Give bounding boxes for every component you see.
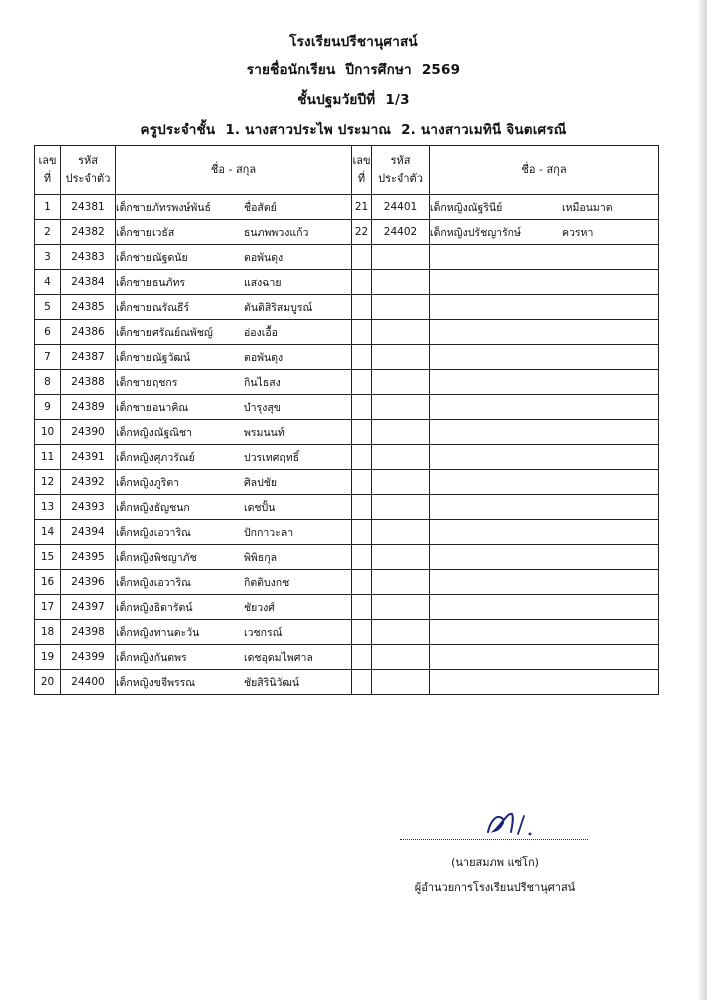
student-number: 7 xyxy=(35,345,61,370)
student-last-name: แสงฉาย xyxy=(244,276,282,289)
signer-name: (นายสมภพ แซ่โก) xyxy=(451,856,539,869)
empty-cell xyxy=(352,370,372,395)
student-name-left xyxy=(116,570,352,595)
student-name-left xyxy=(116,395,352,420)
student-last-name: ตอพันดุง xyxy=(244,351,284,364)
student-id: 24402 xyxy=(372,220,430,245)
table-row xyxy=(35,470,659,495)
student-id: 24382 xyxy=(61,220,116,245)
empty-cell xyxy=(352,645,372,670)
student-number: 21 xyxy=(352,195,372,220)
empty-cell xyxy=(430,545,659,570)
student-first-name: เด็กหญิงณัฐรินีย์ xyxy=(430,201,503,214)
academic-year-label: ปีการศึกษา xyxy=(345,62,412,78)
homeroom-teacher-line xyxy=(0,118,707,140)
header-name-right: ชื่อ - สกุล xyxy=(430,146,659,195)
student-id: 24397 xyxy=(61,595,116,620)
table-row xyxy=(35,395,659,420)
student-first-name: เด็กหญิงกันตพร xyxy=(116,651,187,664)
student-last-name: ปักกาวะลา xyxy=(244,526,294,539)
student-number: 4 xyxy=(35,270,61,295)
student-last-name: ปวรเทศฤทธิ์ xyxy=(244,451,300,464)
student-id: 24381 xyxy=(61,195,116,220)
empty-cell xyxy=(352,520,372,545)
student-last-name: เดชปั้น xyxy=(244,501,276,514)
table-row xyxy=(35,620,659,645)
student-first-name: เด็กหญิงธิดารัตน์ xyxy=(116,601,193,614)
empty-cell xyxy=(372,420,430,445)
empty-cell xyxy=(372,495,430,520)
student-id: 24392 xyxy=(61,470,116,495)
empty-cell xyxy=(430,395,659,420)
student-number: 10 xyxy=(35,420,61,445)
student-first-name: เด็กหญิงภูริตา xyxy=(116,476,180,489)
empty-cell xyxy=(372,395,430,420)
student-name-left xyxy=(116,370,352,395)
table-row xyxy=(35,445,659,470)
student-id: 24399 xyxy=(61,645,116,670)
table-row xyxy=(35,320,659,345)
table-row xyxy=(35,270,659,295)
empty-cell xyxy=(430,495,659,520)
student-id: 24401 xyxy=(372,195,430,220)
student-first-name: เด็กชายธนภัทร xyxy=(116,276,186,289)
student-number: 8 xyxy=(35,370,61,395)
student-number: 16 xyxy=(35,570,61,595)
student-last-name: พรมนนท์ xyxy=(244,426,285,439)
student-number: 9 xyxy=(35,395,61,420)
page-edge-shadow xyxy=(697,0,707,1000)
empty-cell xyxy=(430,245,659,270)
empty-cell xyxy=(430,320,659,345)
student-name-left xyxy=(116,295,352,320)
student-number: 15 xyxy=(35,545,61,570)
empty-cell xyxy=(372,570,430,595)
empty-cell xyxy=(372,345,430,370)
student-name-left xyxy=(116,645,352,670)
empty-cell xyxy=(430,470,659,495)
student-first-name: เด็กหญิงเอวาริณ xyxy=(116,526,191,539)
empty-cell xyxy=(430,345,659,370)
empty-cell xyxy=(372,520,430,545)
student-last-name: ชัยวงศ์ xyxy=(244,601,275,614)
empty-cell xyxy=(352,420,372,445)
student-name-left xyxy=(116,620,352,645)
student-last-name: ชัยสิรินิวัฒน์ xyxy=(244,676,300,689)
student-id: 24388 xyxy=(61,370,116,395)
student-first-name: เด็กหญิงณัฐณิชา xyxy=(116,426,193,439)
student-id: 24389 xyxy=(61,395,116,420)
student-number: 5 xyxy=(35,295,61,320)
student-number: 6 xyxy=(35,320,61,345)
student-last-name: บำรุงสุข xyxy=(244,401,281,414)
empty-cell xyxy=(372,245,430,270)
empty-cell xyxy=(352,245,372,270)
empty-cell xyxy=(430,645,659,670)
student-last-name: กินไธสง xyxy=(244,376,281,389)
student-name-left xyxy=(116,670,352,695)
student-last-name: พิพิธกุล xyxy=(244,551,278,564)
empty-cell xyxy=(372,270,430,295)
student-name-left xyxy=(116,245,352,270)
empty-cell xyxy=(352,270,372,295)
empty-cell xyxy=(352,395,372,420)
student-id: 24394 xyxy=(61,520,116,545)
table-row xyxy=(35,220,659,245)
header-code-left: รหัส ประจำตัว xyxy=(61,146,116,195)
student-number: 12 xyxy=(35,470,61,495)
student-name-left xyxy=(116,545,352,570)
student-first-name: เด็กชายเวธัส xyxy=(116,226,175,239)
empty-cell xyxy=(352,620,372,645)
table-row xyxy=(35,420,659,445)
student-first-name: เด็กหญิงพิชญาภัช xyxy=(116,551,197,564)
student-number: 18 xyxy=(35,620,61,645)
student-first-name: เด็กหญิงทานตะวัน xyxy=(116,626,200,639)
student-first-name: เด็กหญิงขจีพรรณ xyxy=(116,676,196,689)
header-no-left: เลข ที่ xyxy=(35,146,61,195)
student-number: 11 xyxy=(35,445,61,470)
student-last-name: ตอพันดุง xyxy=(244,251,284,264)
table-row xyxy=(35,595,659,620)
empty-cell xyxy=(352,595,372,620)
student-name-left xyxy=(116,520,352,545)
header-name-left: ชื่อ - สกุล xyxy=(116,146,352,195)
table-header-row xyxy=(35,146,659,195)
student-id: 24391 xyxy=(61,445,116,470)
student-id: 24393 xyxy=(61,495,116,520)
student-number: 22 xyxy=(352,220,372,245)
empty-cell xyxy=(372,620,430,645)
header-code-right: รหัส ประจำตัว xyxy=(372,146,430,195)
empty-cell xyxy=(352,320,372,345)
empty-cell xyxy=(372,470,430,495)
empty-cell xyxy=(352,470,372,495)
student-name-left xyxy=(116,495,352,520)
empty-cell xyxy=(430,370,659,395)
empty-cell xyxy=(430,420,659,445)
student-first-name: เด็กชายศรัณย์ณพัชญ์ xyxy=(116,326,213,339)
empty-cell xyxy=(352,345,372,370)
table-row xyxy=(35,345,659,370)
student-name-left xyxy=(116,345,352,370)
student-number: 1 xyxy=(35,195,61,220)
teacher-2: 2. นางสาวเมทินี จินตเศรณี xyxy=(401,122,567,138)
empty-cell xyxy=(372,595,430,620)
empty-cell xyxy=(352,570,372,595)
student-last-name: เวชกรณ์ xyxy=(244,626,283,639)
student-name-right xyxy=(430,195,659,220)
grade-label: ชั้นปฐมวัยปีที่ xyxy=(297,92,376,108)
empty-cell xyxy=(430,595,659,620)
table-row xyxy=(35,570,659,595)
student-first-name: เด็กหญิงธัญชนก xyxy=(116,501,190,514)
student-name-left xyxy=(116,445,352,470)
table-row xyxy=(35,295,659,320)
student-number: 20 xyxy=(35,670,61,695)
student-first-name: เด็กชายณรัณธีร์ xyxy=(116,301,190,314)
student-last-name: เดชอุดมไพศาล xyxy=(244,651,313,664)
empty-cell xyxy=(372,320,430,345)
empty-cell xyxy=(372,445,430,470)
student-last-name: เหมือนมาต xyxy=(562,201,613,214)
signer-title: ผู้อำนวยการโรงเรียนปรีชานุศาสน์ xyxy=(414,881,576,894)
student-id: 24395 xyxy=(61,545,116,570)
empty-cell xyxy=(430,445,659,470)
student-id: 24396 xyxy=(61,570,116,595)
student-last-name: ควรหา xyxy=(562,226,594,239)
empty-cell xyxy=(372,370,430,395)
empty-cell xyxy=(352,670,372,695)
table-row xyxy=(35,670,659,695)
table-row xyxy=(35,370,659,395)
empty-cell xyxy=(430,570,659,595)
table-row xyxy=(35,520,659,545)
table-row xyxy=(35,645,659,670)
empty-cell xyxy=(352,295,372,320)
student-id: 24387 xyxy=(61,345,116,370)
empty-cell xyxy=(430,520,659,545)
student-number: 13 xyxy=(35,495,61,520)
empty-cell xyxy=(430,670,659,695)
student-name-right xyxy=(430,220,659,245)
empty-cell xyxy=(372,545,430,570)
student-id: 24398 xyxy=(61,620,116,645)
teacher-label: ครูประจำชั้น xyxy=(140,122,216,138)
student-last-name: ชื่อสัตย์ xyxy=(244,201,277,214)
student-id: 24390 xyxy=(61,420,116,445)
student-first-name: เด็กหญิงเอวาริณ xyxy=(116,576,191,589)
grade-value: 1/3 xyxy=(385,92,410,108)
student-first-name: เด็กชายณัฐดนัย xyxy=(116,251,188,264)
student-first-name: เด็กหญิงปรัชญารักษ์ xyxy=(430,226,521,239)
signature-mark xyxy=(478,804,540,840)
student-number: 19 xyxy=(35,645,61,670)
table-row xyxy=(35,545,659,570)
student-id: 24400 xyxy=(61,670,116,695)
academic-year: 2569 xyxy=(421,62,461,78)
signature-line xyxy=(400,838,588,840)
student-name-left xyxy=(116,470,352,495)
empty-cell xyxy=(430,295,659,320)
student-last-name: กิตติบงกช xyxy=(244,576,290,589)
student-name-left xyxy=(116,420,352,445)
student-number: 17 xyxy=(35,595,61,620)
student-number: 14 xyxy=(35,520,61,545)
teacher-1: 1. นางสาวประไพ ประมาณ xyxy=(225,122,392,138)
empty-cell xyxy=(372,295,430,320)
empty-cell xyxy=(352,495,372,520)
student-name-left xyxy=(116,270,352,295)
table-row xyxy=(35,495,659,520)
student-id: 24383 xyxy=(61,245,116,270)
table-row xyxy=(35,245,659,270)
student-id: 24385 xyxy=(61,295,116,320)
table-row xyxy=(35,195,659,220)
grade-line xyxy=(0,88,707,110)
school-name: โรงเรียนปรีชานุศาสน์ xyxy=(289,34,418,50)
student-roster-table xyxy=(34,145,659,695)
list-title: รายชื่อนักเรียน xyxy=(246,62,336,78)
header-no-right: เลข ที่ xyxy=(352,146,372,195)
student-name-left xyxy=(116,595,352,620)
student-name-left xyxy=(116,320,352,345)
student-id: 24386 xyxy=(61,320,116,345)
student-first-name: เด็กชายภัทรพงษ์พันธ์ xyxy=(116,201,211,214)
student-number: 3 xyxy=(35,245,61,270)
student-last-name: ศิลปชัย xyxy=(244,476,278,489)
empty-cell xyxy=(352,445,372,470)
student-first-name: เด็กหญิงศุภวรัณย์ xyxy=(116,451,195,464)
student-first-name: เด็กชายณัฐวัฒน์ xyxy=(116,351,191,364)
empty-cell xyxy=(430,620,659,645)
student-last-name: ธนภพพวงแก้ว xyxy=(244,226,309,239)
student-last-name: อ่องเอื้อ xyxy=(244,326,278,339)
student-first-name: เด็กชายอนาคิณ xyxy=(116,401,189,414)
list-title-line xyxy=(0,58,707,80)
empty-cell xyxy=(430,270,659,295)
student-name-left xyxy=(116,195,352,220)
student-first-name: เด็กชายฤชกร xyxy=(116,376,178,389)
student-id: 24384 xyxy=(61,270,116,295)
empty-cell xyxy=(352,545,372,570)
student-last-name: ตันติสิริสมบูรณ์ xyxy=(244,301,313,314)
student-name-left xyxy=(116,220,352,245)
empty-cell xyxy=(372,645,430,670)
student-number: 2 xyxy=(35,220,61,245)
empty-cell xyxy=(372,670,430,695)
